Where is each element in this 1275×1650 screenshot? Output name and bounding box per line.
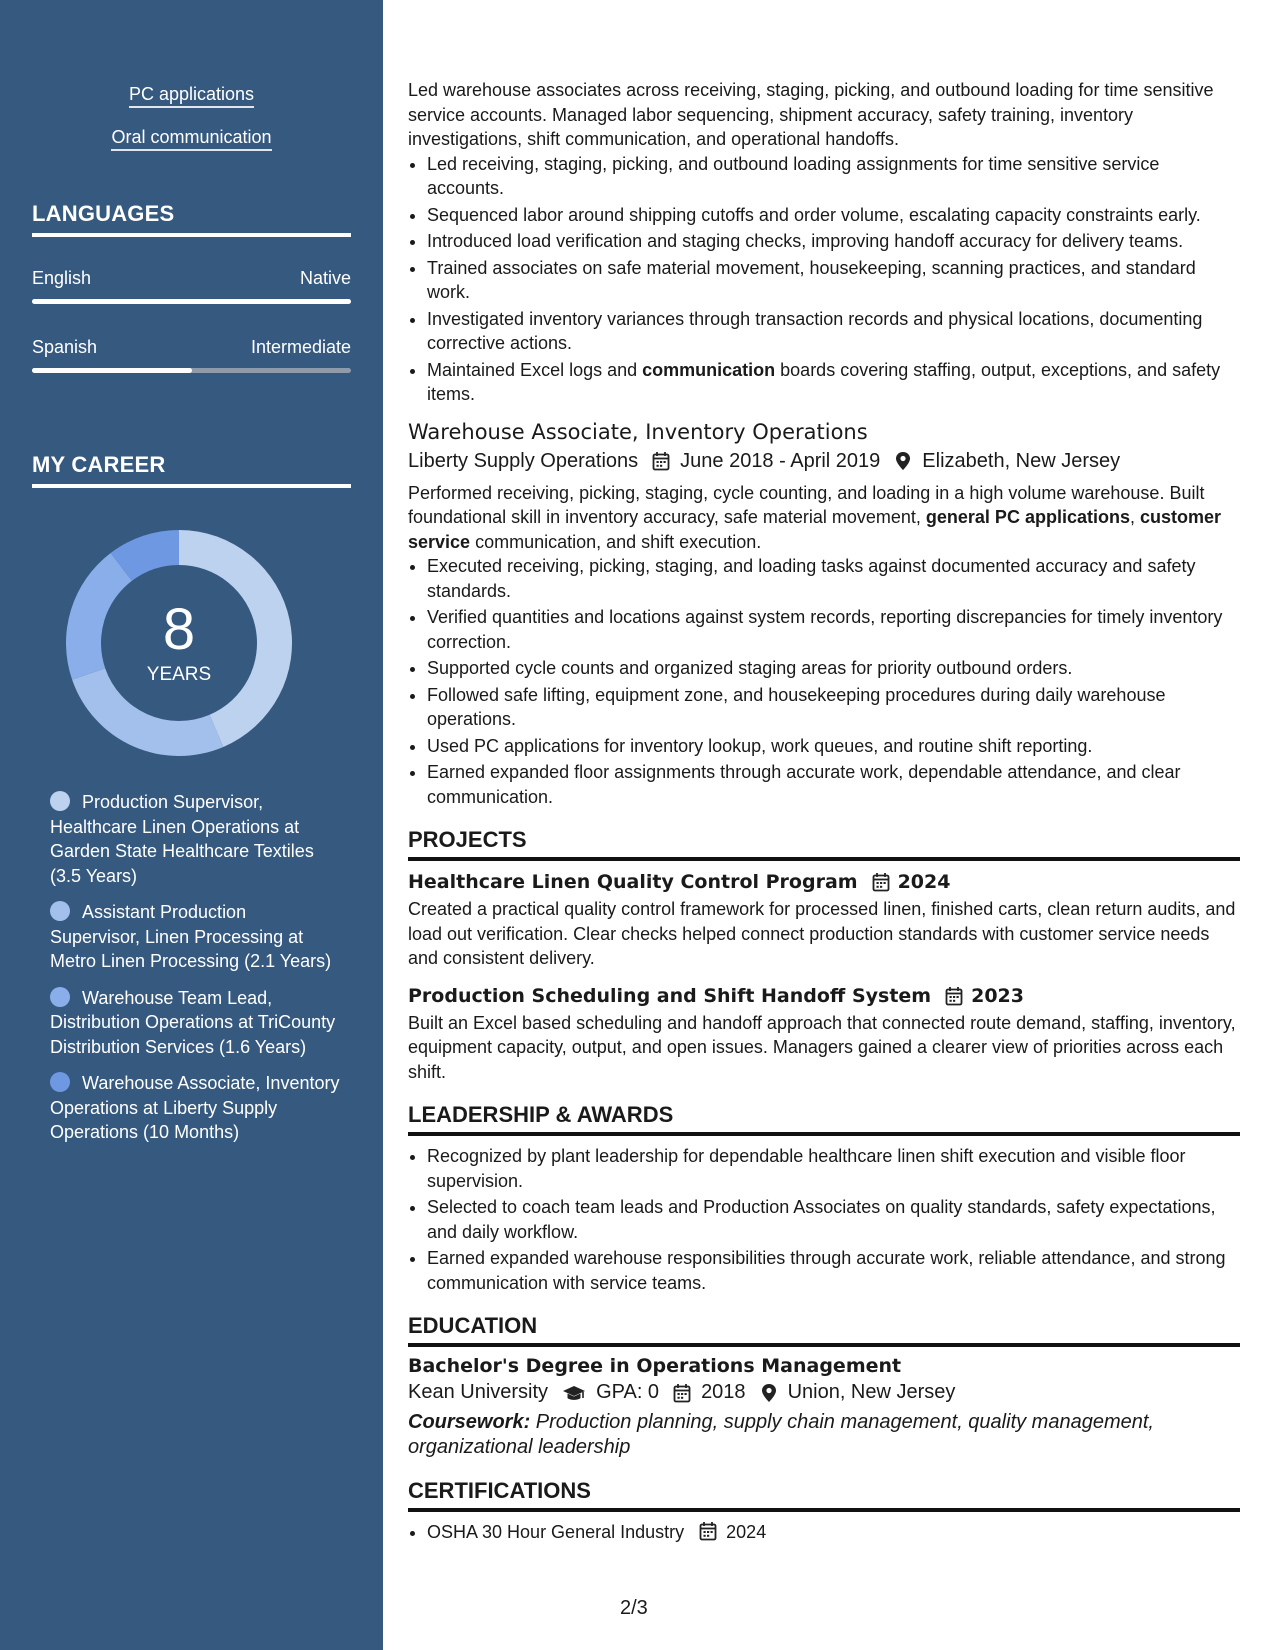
job-title: Warehouse Associate, Inventory Operations (408, 419, 868, 444)
career-item: Production Supervisor, Healthcare Linen Operations at Garden State Healthcare Textiles (3.5 Years) (50, 792, 314, 886)
career-dot-icon (50, 1072, 70, 1092)
page-number: 2/3 (620, 1597, 648, 1619)
career-total-unit: YEARS (146, 664, 212, 685)
projects-heading: PROJECTS (408, 827, 1240, 861)
language-bar-spanish (32, 368, 351, 373)
bullet-item: • Used PC applications for inventory lookup, work queues, and routine shift reporting. (427, 734, 1240, 759)
project-year: 2023 (971, 984, 1024, 1007)
education-meta (408, 1381, 1240, 1404)
career-dot-icon (50, 987, 70, 1007)
career-item: Warehouse Team Lead, Distribution Operations at TriCounty Distribution Services (1.6 Years) (50, 987, 336, 1057)
job-location: Elizabeth, New Jersey (922, 449, 1121, 472)
leadership-heading: LEADERSHIP & AWARDS (408, 1102, 1240, 1136)
bullet-item: • Executed receiving, picking, staging, and loading tasks against documented accuracy and safety standards. (427, 554, 1240, 603)
certification-item: • OSHA 30 Hour General Industry 2024 (427, 1520, 1240, 1545)
calendar-icon (673, 1383, 691, 1403)
language-name: Spanish (32, 337, 98, 357)
language-level: Native (299, 268, 351, 288)
language-english (32, 268, 351, 289)
degree-title: Bachelor's Degree in Operations Management (408, 1355, 902, 1377)
project-title: Healthcare Linen Quality Control Program 2024 (408, 871, 951, 893)
leadership-bullets (408, 1144, 1240, 1295)
location-pin-icon (894, 451, 912, 471)
certifications-heading: CERTIFICATIONS (408, 1478, 1240, 1512)
career-heading: MY CAREER (32, 452, 351, 488)
school-location: Union, New Jersey (787, 1381, 956, 1403)
location-pin-icon (760, 1383, 778, 1403)
school-name: Kean University (408, 1381, 549, 1403)
project-year: 2024 (897, 871, 951, 893)
languages-heading: LANGUAGES (32, 201, 351, 237)
gpa: GPA: 0 (596, 1381, 660, 1403)
main-content (408, 78, 1240, 1547)
project-description: Created a practical quality control framework for processed linen, finished carts, clean return audits, and load out verification. Clear checks helped connect production standards with customer service needs and consistent delivery. (408, 899, 1236, 968)
bullet-item: • Selected to coach team leads and Production Associates on quality standards, safety expectations, and daily workflow. (427, 1195, 1240, 1244)
language-name: English (32, 268, 92, 288)
skill-link-oral-communication[interactable]: Oral communication (0, 127, 383, 148)
career-dot-icon (50, 901, 70, 921)
prev-job-bullets (408, 152, 1240, 407)
graduation-cap-icon (562, 1383, 586, 1403)
job-company: Liberty Supply Operations (408, 449, 639, 472)
skill-link-pc-applications[interactable]: PC applications (0, 84, 383, 105)
job-bullets (408, 554, 1240, 809)
job-dates: June 2018 - April 2019 (680, 449, 881, 472)
bullet-item: • Followed safe lifting, equipment zone, and housekeeping procedures during daily warehouse operations. (427, 683, 1240, 732)
calendar-icon (872, 872, 890, 892)
bullet-item: • Recognized by plant leadership for dependable healthcare linen shift execution and visible floor supervision. (427, 1144, 1240, 1193)
bullet-item: • Earned expanded floor assignments through accurate work, dependable attendance, and clear communication. (427, 760, 1240, 809)
prev-job-summary: Led warehouse associates across receiving, staging, picking, and outbound loading for time sensitive service accounts. Managed labor sequencing, shipment accuracy, safety training, inventory investigations, shift communication, and operational handoffs. (408, 80, 1214, 149)
calendar-icon (945, 986, 963, 1006)
bullet-item: • Introduced load verification and staging checks, improving handoff accuracy for delivery teams. (427, 229, 1240, 254)
project-description: Built an Excel based scheduling and handoff approach that connected route demand, staffing, inventory, equipment capacity, output, and open issues. Managers gained a clearer view of priorities across each shift. (408, 1012, 1236, 1082)
sidebar (0, 0, 383, 1650)
bullet-item: • Trained associates on safe material movement, housekeeping, scanning practices, and standard work. (427, 256, 1240, 305)
career-list (50, 790, 340, 1157)
education-heading: EDUCATION (408, 1313, 1240, 1347)
language-level: Intermediate (250, 337, 351, 357)
job-meta (408, 450, 1240, 473)
graduation-year: 2018 (701, 1381, 746, 1403)
career-item: Assistant Production Supervisor, Linen Processing at Metro Linen Processing (2.1 Years) (50, 902, 332, 971)
career-total-number: 8 (162, 597, 196, 662)
bullet-item: • Sequenced labor around shipping cutoffs and order volume, escalating capacity constraints early. (427, 203, 1240, 228)
language-fill (32, 299, 351, 304)
language-spanish (32, 337, 351, 358)
bullet-item: • Supported cycle counts and organized staging areas for priority outbound orders. (427, 656, 1240, 681)
bullet-item: • Earned expanded warehouse responsibilities through accurate work, reliable attendance, and strong communication with service teams. (427, 1246, 1240, 1295)
career-item: Warehouse Associate, Inventory Operations at Liberty Supply Operations (10 Months) (50, 1073, 340, 1142)
certifications-list (408, 1520, 1240, 1545)
bullet-item: • Investigated inventory variances through transaction records and physical locations, documenting corrective actions. (427, 307, 1240, 356)
coursework: Coursework: Production planning, supply chain management, quality management, organizational leadership (408, 1411, 1154, 1458)
calendar-icon (699, 1521, 717, 1541)
job-summary: Performed receiving, picking, staging, cycle counting, and loading in a high volume warehouse. Built foundational skill in inventory accuracy, safe material movement, general PC applications, customer service communication, and shift execution. (408, 482, 1222, 552)
career-dot-icon (50, 791, 70, 811)
bullet-item: • Verified quantities and locations against system records, reporting discrepancies for timely inventory correction. (427, 605, 1240, 654)
certification-year: 2024 (726, 1522, 767, 1542)
bullet-item: • Led receiving, staging, picking, and outbound loading assignments for time sensitive service accounts. (427, 152, 1240, 201)
language-fill (32, 368, 192, 373)
calendar-icon (652, 451, 670, 471)
project-title: Production Scheduling and Shift Handoff System 2023 (408, 984, 1024, 1007)
language-bar-english (32, 299, 351, 304)
bullet-item: • Maintained Excel logs and communication boards covering staffing, output, exceptions, and safety items. (427, 358, 1240, 407)
